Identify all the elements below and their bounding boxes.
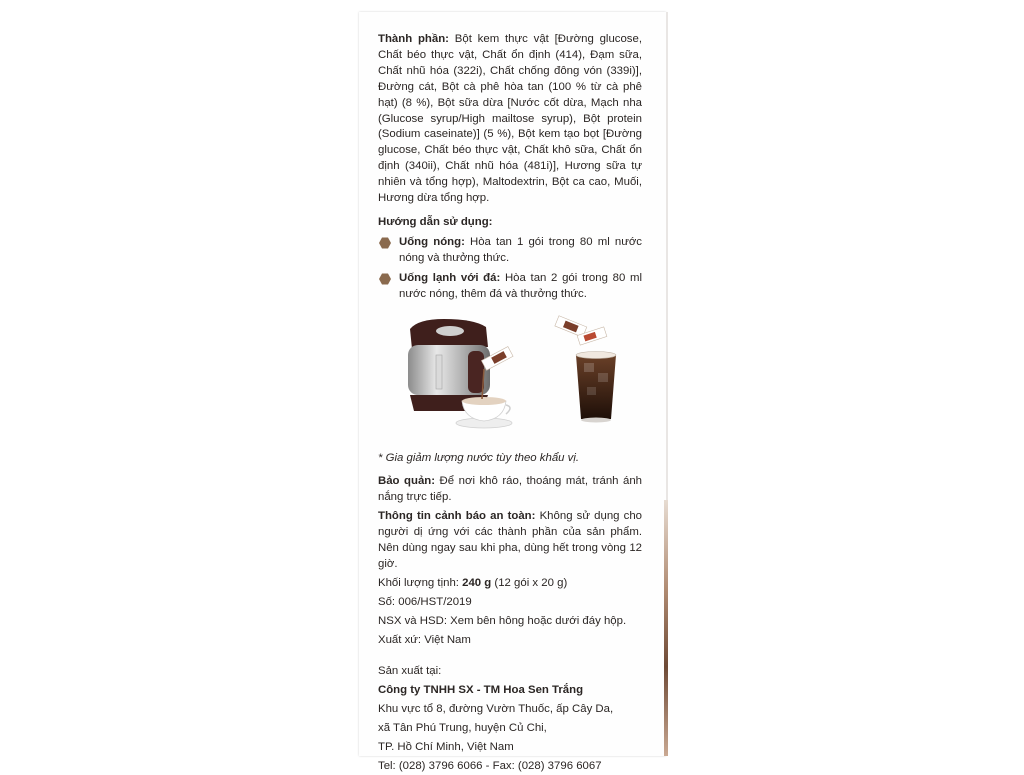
net-weight <box>378 576 642 592</box>
hexagon-bullet-icon <box>379 273 391 285</box>
manufacturer-block <box>378 664 642 774</box>
country-of-origin: Xuất xứ: Việt Nam <box>378 633 471 646</box>
ingredients-paragraph <box>378 32 642 207</box>
label-content <box>378 32 642 775</box>
warning-label: Thông tin cảnh báo an toàn: <box>378 510 536 523</box>
preparation-illustration <box>378 315 642 453</box>
net-weight-prefix: Khối lượng tịnh: <box>378 576 463 589</box>
warning-paragraph <box>378 509 642 573</box>
manufacturer-company <box>378 683 642 699</box>
warning-text: Không sử dụng cho người dị ứng với các thành phần của sản phẩm. Nên dùng ngay sau khi pha, dùng hết trong vòng 12 giờ. <box>378 510 643 570</box>
box-side-image-strip <box>664 500 668 756</box>
usage-hot-step <box>378 235 642 267</box>
usage-iced-label: Uống lạnh với đá: <box>399 271 501 284</box>
usage-hot-label: Uống nóng: <box>399 235 465 248</box>
iced-coffee-illustration <box>555 315 616 422</box>
storage-text: Để nơi khô ráo, thoáng mát, tránh ánh nắng trực tiếp. <box>378 475 643 504</box>
usage-iced-step <box>378 271 642 303</box>
preparation-illustration-svg <box>378 315 642 453</box>
net-weight-suffix: (12 gói x 20 g) <box>491 576 568 589</box>
manufacturer-address-line-3: TP. Hồ Chí Minh, Việt Nam <box>378 741 514 754</box>
hexagon-bullet-icon <box>379 237 391 249</box>
usage-hot-text: Hòa tan 1 gói trong 80 ml nước nóng và thưởng thức. <box>399 235 642 264</box>
manufacturer-company-name: Công ty TNHH SX - TM Hoa Sen Trắng <box>378 684 584 697</box>
manufacturer-intro: Sản xuất tại: <box>378 665 442 678</box>
storage-paragraph <box>378 474 642 506</box>
usage-heading: Hướng dẫn sử dụng: <box>378 215 493 228</box>
hot-cup-illustration <box>456 397 512 428</box>
manufacturer-phone-fax: Tel: (028) 3796 6066 - Fax: (028) 3796 6067 <box>378 760 602 772</box>
production-expiry-dates: NSX và HSD: Xem bên hông hoặc dưới đáy hộp. <box>378 614 627 627</box>
net-weight-value: 240 g <box>462 576 492 589</box>
registration-number: Số: 006/HST/2019 <box>378 595 472 608</box>
ingredients-text: Bột kem thực vật [Đường glucose, Chất béo thực vật, Chất ổn định (414), Đạm sữa, Chất nhũ hóa (322i), Chất chống đông vón (339i)], Đường cát, Bột cà phê hòa tan (100 % từ cà phê hạt) (8 %), Bột sữa dừa [Nước cốt dừa, Mạch nha (Glucose syrup/High mailtose syrup), Bột protein (Sodium caseinate)] (5 %), Bột kem tạo bọt [Đường glucose, Chất béo thực vật, Chất khô sữa, Chất ổn định (340ii), Chất nhũ hóa (481i)], Hương sữa tự nhiên và tổng hợp), Maltodextrin, Bột ca cao, Muối, Hương dừa tổng hợp. <box>378 33 643 205</box>
storage-label: Bảo quản: <box>378 475 436 488</box>
manufacturer-address-line-2: xã Tân Phú Trung, huyện Củ Chi, <box>378 722 547 735</box>
usage-iced-text: Hòa tan 2 gói trong 80 ml nước nóng, thêm đá và thưởng thức. <box>399 271 642 300</box>
ingredients-label: Thành phần: <box>378 33 449 45</box>
dilution-note: * Gia giảm lượng nước tùy theo khẩu vị. <box>378 451 580 464</box>
manufacturer-address-line-1: Khu vực tổ 8, đường Vườn Thuốc, ấp Cây Da, <box>378 703 614 716</box>
